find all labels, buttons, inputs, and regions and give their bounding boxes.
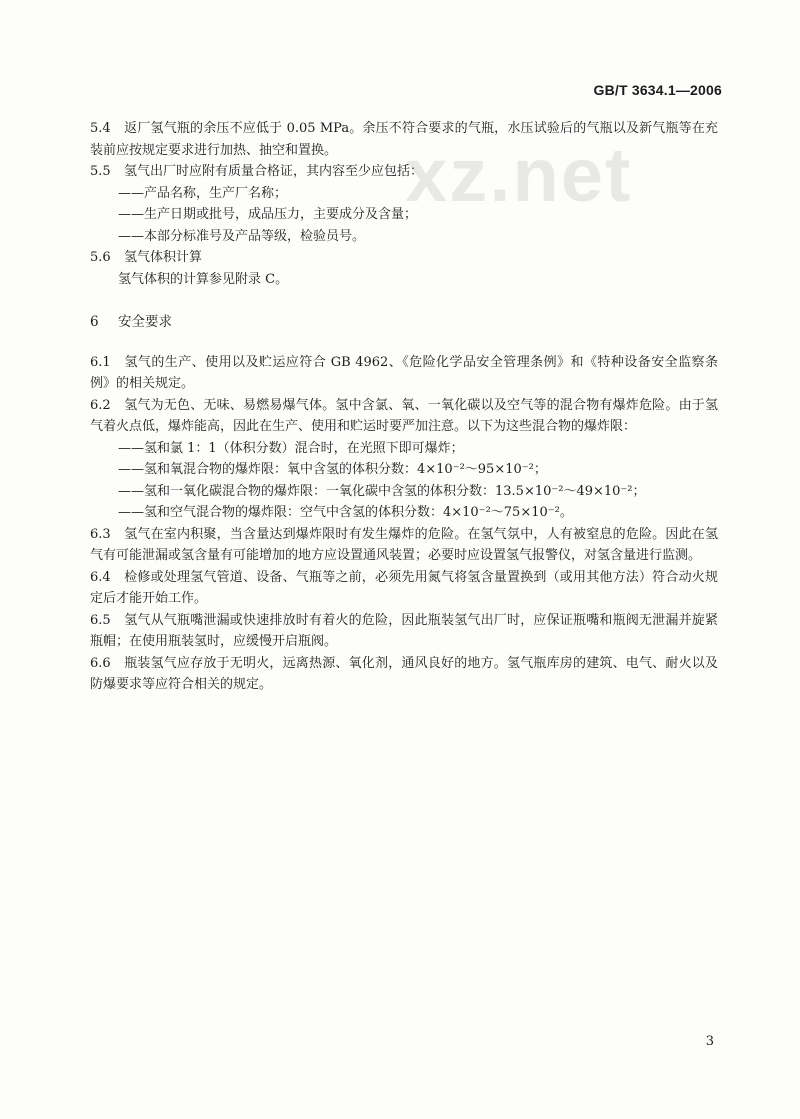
section-title: 安全要求 [118, 314, 172, 330]
list-item: ——产品名称，生产厂名称； [118, 185, 288, 201]
clause-6-2 [90, 395, 718, 438]
clause-number: 5.5 [90, 164, 111, 179]
clause-text: 氢气从气瓶嘴泄漏或快速排放时有着火的危险，因此瓶装氢气出厂时，应保证瓶嘴和瓶阀无泄漏并旋紧瓶帽；在使用瓶装氢时，应缓慢开启瓶阀。 [90, 612, 718, 649]
clause-6-3 [90, 524, 718, 567]
clause-number: 6.4 [90, 569, 111, 585]
clause-text: 氢气为无色、无味、易燃易爆气体。氢中含氯、氧、一氧化碳以及空气等的混合物有爆炸危险。由于氢气着火点低，爆炸能高，因此在生产、使用和贮运时要严加注意。以下为这些混合物的爆炸限： [90, 397, 718, 434]
clause-5-4 [90, 118, 718, 161]
clause-5-5 [90, 161, 718, 183]
clause-6-4 [90, 567, 718, 610]
clause-5-6-heading [90, 247, 718, 269]
list-item: ——氢和氧混合物的爆炸限：氧中含氢的体积分数：4×10⁻²～95×10⁻²； [118, 462, 547, 477]
clause-text: 氢气体积的计算参见附录 C。 [118, 271, 289, 287]
list-item: ——本部分标准号及产品等级，检验员号。 [118, 228, 366, 244]
clause-text: 氢气的生产、使用以及贮运应符合 GB 4962、《危险化学品安全管理条例》和《特种设备安全监察条例》的相关规定。 [90, 354, 718, 391]
clause-number: 6.5 [90, 612, 111, 628]
clause-text: 返厂氢气瓶的余压不应低于 0.05 MPa。余压不符合要求的气瓶，水压试验后的气瓶以及新气瓶等在充装前应按规定要求进行加热、抽空和置换。 [90, 121, 718, 158]
clause-number: 6.3 [90, 526, 111, 542]
clause-6-5 [90, 610, 718, 653]
list-item: ——氢和空气混合物的爆炸限：空气中含氢的体积分数：4×10⁻²～75×10⁻²。 [118, 505, 573, 520]
clause-number: 6.1 [90, 354, 111, 370]
clause-6-6 [90, 653, 718, 696]
clause-text: 氢气出厂时应附有质量合格证，其内容至少应包括： [124, 164, 424, 179]
clause-6-1 [90, 352, 718, 395]
list-item: ——生产日期或批号，成品压力，主要成分及含量； [118, 207, 418, 222]
clause-number: 6.2 [90, 397, 111, 413]
section-number: 6 [90, 314, 99, 330]
standard-number: GB/T 3634.1—2006 [593, 82, 722, 98]
clause-text: 检修或处理氢气管道、设备、气瓶等之前，必须先用氮气将氢含量置换到（或用其他方法）符合动火规定后才能开始工作。 [90, 569, 718, 606]
document-body [90, 118, 718, 696]
list-item: ——氢和一氧化碳混合物的爆炸限：一氧化碳中含氢的体积分数：13.5×10⁻²～49×10⁻²； [118, 483, 646, 499]
watermark-text: xz.net [405, 133, 633, 218]
section-6-heading [90, 312, 718, 334]
list-item: ——氢和氯 1：1（体积分数）混合时，在光照下即可爆炸； [118, 440, 464, 456]
clause-title: 氢气体积计算 [124, 250, 203, 265]
page-number: 3 [705, 1034, 714, 1049]
clause-text: 氢气在室内积聚，当含量达到爆炸限时有发生爆炸的危险。在氢气氛中，人有被窒息的危险。因此在氢气有可能泄漏或氢含量有可能增加的地方应设置通风装置；必要时应设置氢气报警仪，对氢含量进行监测。 [90, 526, 718, 563]
clause-number: 5.4 [90, 121, 111, 136]
clause-number: 6.6 [90, 655, 111, 671]
clause-number: 5.6 [90, 250, 111, 265]
clause-text: 瓶装氢气应存放于无明火，远离热源、氧化剂，通风良好的地方。氢气瓶库房的建筑、电气、耐火以及防爆要求等应符合相关的规定。 [90, 655, 718, 692]
